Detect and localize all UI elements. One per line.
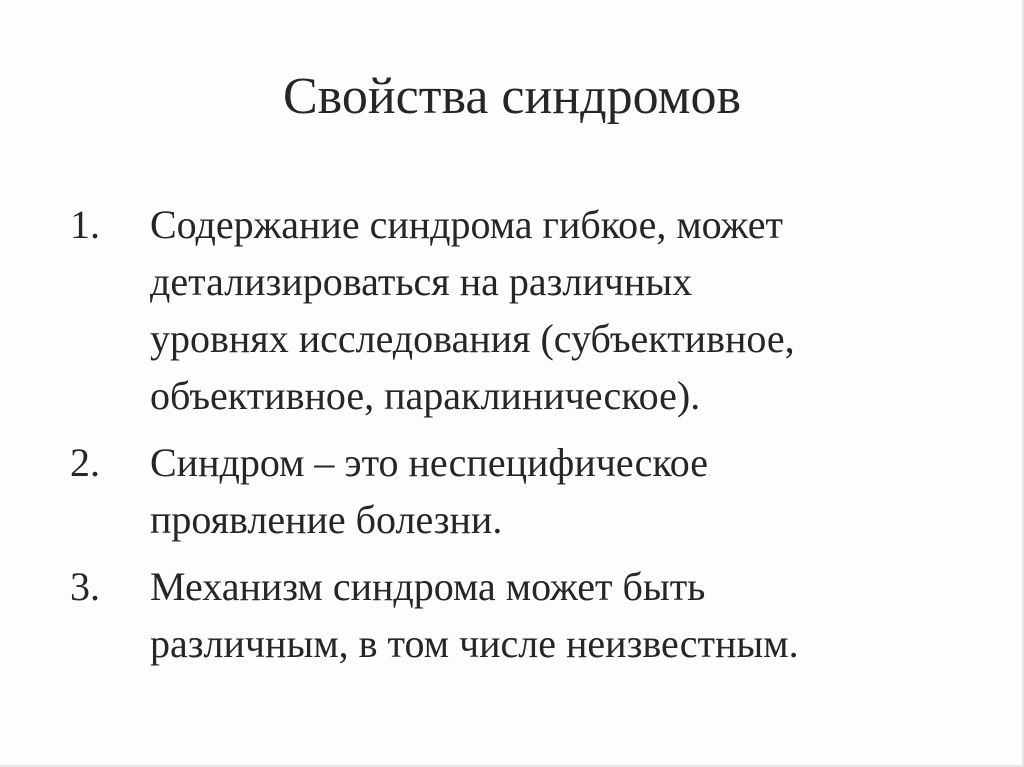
list-item-line: объективное, параклиническое). <box>150 373 701 418</box>
list-item-line: Синдром – это неспецифическое <box>150 440 708 485</box>
list-item-line: Содержание синдрома гибкое, может <box>150 202 784 247</box>
list-item <box>70 558 970 672</box>
list-item <box>70 196 970 424</box>
list-item-number: 3. <box>70 564 100 609</box>
slide-title: Свойства синдромов <box>282 68 742 125</box>
list-item-number: 2. <box>70 440 100 485</box>
list-item <box>70 434 970 548</box>
list-item-number: 1. <box>70 202 100 247</box>
list-item-line: Механизм синдрома может быть <box>150 564 706 609</box>
list-item-line: уровнях исследования (субъективное, <box>150 316 795 361</box>
list-item-line: проявление болезни. <box>150 497 503 542</box>
list-item-line: детализироваться на различных <box>150 259 693 304</box>
list-item-line: различным, в том числе неизвестным. <box>150 621 799 666</box>
properties-list <box>70 196 970 682</box>
